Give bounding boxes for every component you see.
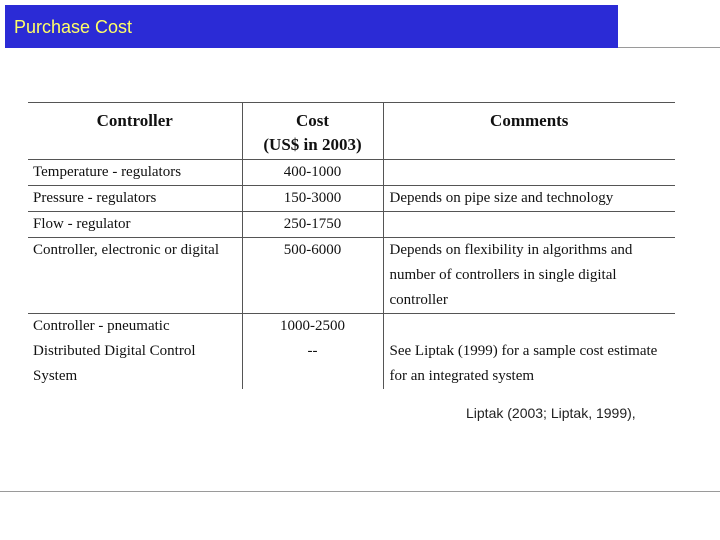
cell-comment (383, 212, 675, 238)
header-cost-line1: Cost (295, 111, 330, 130)
table-row (28, 339, 675, 389)
cell-controller: Controller - pneumatic (28, 314, 242, 340)
header-divider (618, 47, 720, 48)
cost-table (28, 102, 675, 389)
cell-controller: Pressure - regulators (28, 186, 242, 212)
cell-cost: 500-6000 (242, 238, 383, 314)
header-comments: Comments (383, 103, 675, 160)
header-controller: Controller (28, 103, 242, 160)
cell-controller: Flow - regulator (28, 212, 242, 238)
table-row (28, 160, 675, 186)
cell-cost: 1000-2500 (242, 314, 383, 340)
slide-title: Purchase Cost (14, 17, 133, 37)
cell-comment: See Liptak (1999) for a sample cost estimate for an integrated system (389, 343, 658, 384)
cell-controller: Temperature - regulators (28, 160, 242, 186)
cell-comment (383, 314, 675, 340)
cell-cost: 150-3000 (242, 186, 383, 212)
cost-table-container (28, 102, 675, 384)
table-header-row (28, 103, 675, 160)
header-cost-line2: (US$ in 2003) (263, 135, 362, 154)
citation-text: Liptak (2003; Liptak, 1999), (466, 405, 636, 421)
cell-comment (383, 160, 675, 186)
cell-cost: 400-1000 (242, 160, 383, 186)
table-row (28, 186, 675, 212)
title-bar (5, 5, 618, 48)
cell-controller: Controller, electronic or digital (28, 238, 242, 314)
cell-comment: Depends on pipe size and technology (383, 186, 675, 212)
cell-cost: 250-1750 (242, 212, 383, 238)
table-row (28, 238, 675, 314)
footer-divider (0, 491, 720, 492)
cell-comment: Depends on flexibility in algorithms and number of controllers in single digital controller (383, 238, 675, 314)
table-row (28, 212, 675, 238)
cell-cost: -- (242, 339, 383, 389)
table-row (28, 314, 675, 340)
header-cost (242, 103, 383, 160)
cell-controller: Distributed Digital Control System (28, 339, 242, 389)
